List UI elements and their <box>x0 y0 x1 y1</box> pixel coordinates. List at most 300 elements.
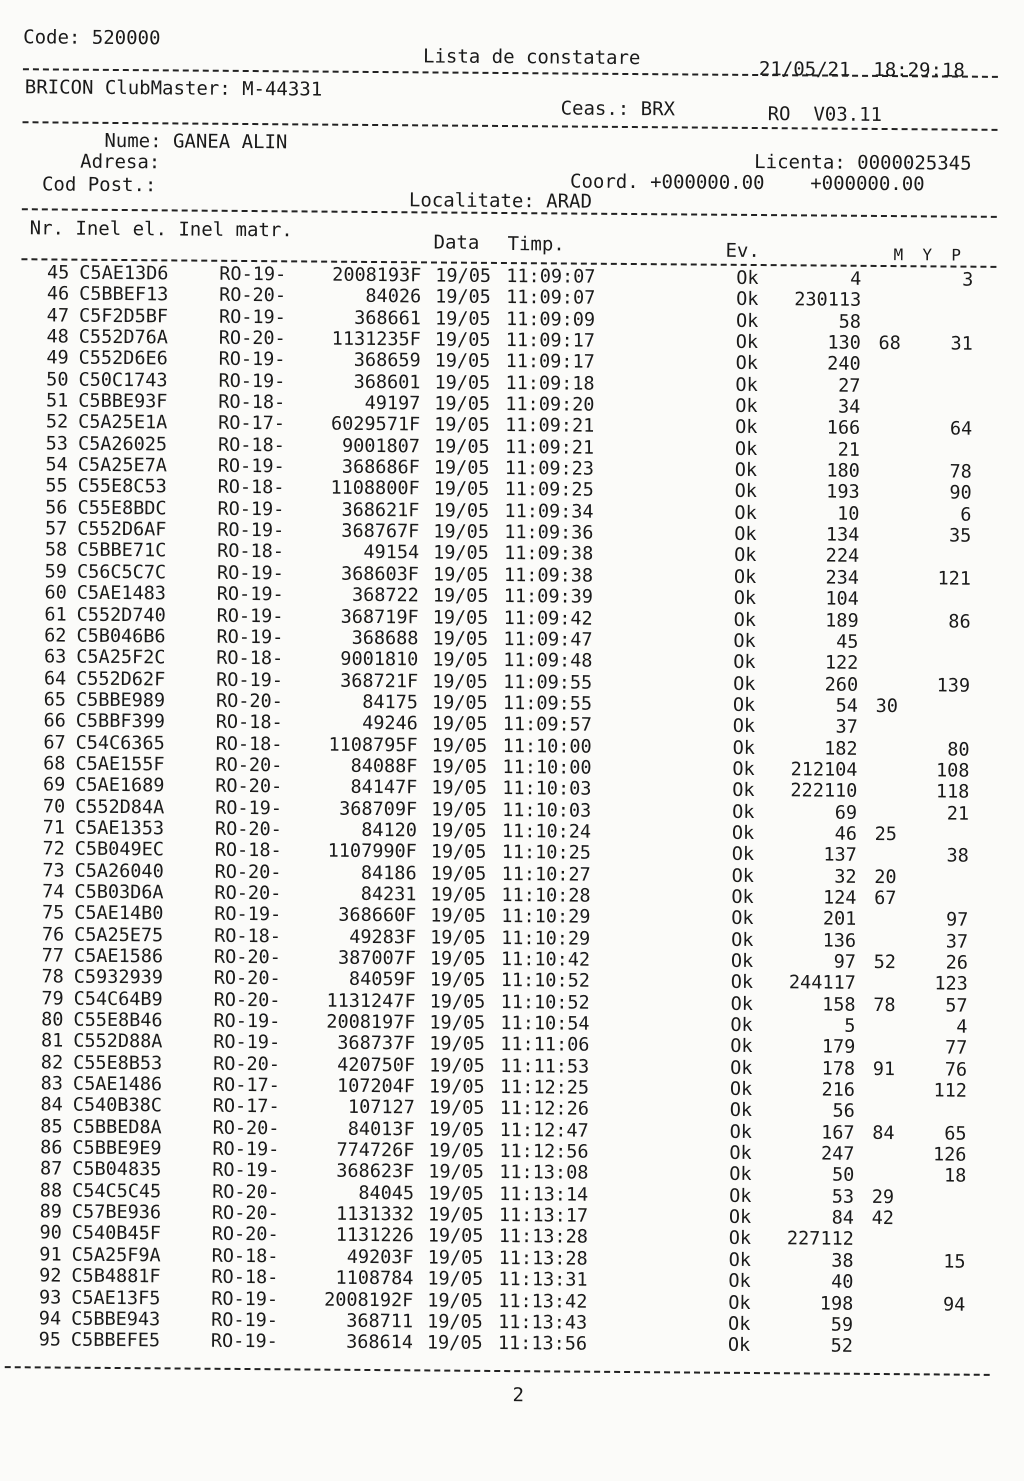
ring-series: RO-20- <box>212 1224 279 1246</box>
ring-series: RO-19- <box>219 349 286 371</box>
arrival-date: 19/05 <box>432 692 488 713</box>
ring-series: RO-20- <box>215 819 282 841</box>
arrival-time: 11:09:21 <box>505 415 594 437</box>
value-p: 21 <box>929 803 969 824</box>
value-p: 123 <box>928 974 968 995</box>
arrival-date: 19/05 <box>431 842 487 863</box>
arrival-time: 11:12:25 <box>500 1077 589 1099</box>
row-number: 55 <box>30 476 68 497</box>
value-m: 166 <box>792 418 860 440</box>
event-status: Ok <box>730 1100 752 1121</box>
ring-number: 420750F <box>297 1054 415 1076</box>
ring-series: RO-17- <box>218 413 285 435</box>
electronic-ring: C5A25E75 <box>74 924 163 946</box>
event-status: Ok <box>731 929 753 950</box>
arrival-time: 11:09:25 <box>505 479 594 501</box>
arrival-time: 11:09:23 <box>505 458 594 480</box>
ring-series: RO-20- <box>215 861 282 883</box>
ring-number: 368601 <box>302 371 420 393</box>
arrival-date: 19/05 <box>435 265 491 286</box>
ring-series: RO-18- <box>216 712 283 734</box>
electronic-ring: C5BBE71C <box>77 540 166 562</box>
electronic-ring: C540B45F <box>72 1223 161 1245</box>
event-status: Ok <box>736 332 758 353</box>
page-number: 2 <box>512 1384 524 1406</box>
row-number: 78 <box>26 967 64 988</box>
arrival-date: 19/05 <box>428 1226 484 1247</box>
arrival-date: 19/05 <box>432 735 488 756</box>
ring-series: RO-20- <box>213 1053 280 1075</box>
value-m: 97 <box>788 951 856 973</box>
row-number: 74 <box>26 881 64 902</box>
arrival-time: 11:13:56 <box>498 1333 587 1355</box>
ring-number: 1131247F <box>298 990 416 1012</box>
event-status: Ok <box>730 1122 752 1143</box>
arrival-time: 11:13:43 <box>498 1312 587 1334</box>
arrival-time: 11:12:56 <box>499 1141 588 1163</box>
ring-number: 2008193F <box>303 264 421 286</box>
ring-series: RO-19- <box>213 1011 280 1033</box>
electronic-ring: C5B03D6A <box>74 882 163 904</box>
event-status: Ok <box>732 865 754 886</box>
arrival-time: 11:10:25 <box>502 842 591 864</box>
value-m: 260 <box>790 674 858 696</box>
ring-number: 84045 <box>296 1182 414 1204</box>
event-status: Ok <box>735 396 757 417</box>
arrival-time: 11:10:52 <box>501 992 590 1014</box>
row-number: 79 <box>26 988 64 1009</box>
ring-number: 1131226 <box>296 1225 414 1247</box>
ring-series: RO-19- <box>211 1288 278 1310</box>
electronic-ring: C5BBED8A <box>73 1116 162 1138</box>
ring-series: RO-18- <box>215 840 282 862</box>
ring-number: 84059F <box>298 969 416 991</box>
arrival-time: 11:09:20 <box>505 394 594 416</box>
arrival-time: 11:09:47 <box>503 629 592 651</box>
value-p: 37 <box>928 931 968 952</box>
value-m: 52 <box>785 1335 853 1357</box>
value-p: 118 <box>929 782 969 803</box>
value-p: 76 <box>927 1059 967 1080</box>
ring-number: 1108784 <box>295 1268 413 1290</box>
event-status: Ok <box>731 951 753 972</box>
ring-number: 368614 <box>295 1332 413 1354</box>
ring-series: RO-19- <box>217 563 284 585</box>
ring-number: 84088F <box>299 755 417 777</box>
electronic-ring: C56C5C7C <box>77 561 166 583</box>
value-m: 244117 <box>788 973 856 995</box>
club-label: BRICON ClubMaster: M-44331 <box>25 76 323 100</box>
arrival-time: 11:10:29 <box>501 906 590 928</box>
ring-number: 368686F <box>302 457 420 479</box>
ring-number: 1108795F <box>300 734 418 756</box>
ring-series: RO-19- <box>212 1160 279 1182</box>
event-status: Ok <box>730 1015 752 1036</box>
value-m: 130 <box>793 332 861 354</box>
arrival-date: 19/05 <box>428 1247 484 1268</box>
row-number: 89 <box>24 1201 62 1222</box>
event-status: Ok <box>730 1079 752 1100</box>
ring-series: RO-19- <box>217 605 284 627</box>
arrival-date: 19/05 <box>432 671 488 692</box>
arrival-date: 19/05 <box>432 650 488 671</box>
arrival-time: 11:09:34 <box>504 501 593 523</box>
arrival-time: 11:09:39 <box>504 586 593 608</box>
arrival-date: 19/05 <box>430 948 486 969</box>
arrival-date: 19/05 <box>429 1034 485 1055</box>
event-status: Ok <box>735 375 757 396</box>
ring-series: RO-19- <box>211 1331 278 1353</box>
row-number: 62 <box>28 625 66 646</box>
arrival-date: 19/05 <box>431 863 487 884</box>
ring-series: RO-20- <box>212 1182 279 1204</box>
value-p: 94 <box>925 1294 965 1315</box>
ring-number: 2008197F <box>297 1011 415 1033</box>
ring-series: RO-18- <box>214 925 281 947</box>
ring-number: 49154 <box>301 542 419 564</box>
electronic-ring: C552D88A <box>73 1031 162 1053</box>
ring-number: 368767F <box>301 521 419 543</box>
arrival-time: 11:10:03 <box>502 800 591 822</box>
ring-number: 368722 <box>301 585 419 607</box>
ring-series: RO-17- <box>213 1096 280 1118</box>
arrival-date: 19/05 <box>433 500 489 521</box>
event-status: Ok <box>729 1143 751 1164</box>
arrival-date: 19/05 <box>430 991 486 1012</box>
electronic-ring: C5BBF399 <box>76 711 165 733</box>
event-status: Ok <box>729 1228 751 1249</box>
row-number: 73 <box>27 860 65 881</box>
event-status: Ok <box>735 481 757 502</box>
row-number: 46 <box>31 284 69 305</box>
value-y: 42 <box>864 1208 894 1229</box>
value-m: 178 <box>787 1058 855 1080</box>
arrival-time: 11:11:53 <box>500 1056 589 1078</box>
arrival-time: 11:09:57 <box>503 714 592 736</box>
arrival-time: 11:12:26 <box>500 1098 589 1120</box>
value-y: 91 <box>865 1059 895 1080</box>
ring-number: 6029571F <box>302 414 420 436</box>
event-status: Ok <box>735 417 757 438</box>
event-status: Ok <box>734 588 756 609</box>
value-y: 52 <box>866 952 896 973</box>
ring-series: RO-20- <box>214 883 281 905</box>
electronic-ring: C5AE155F <box>75 754 164 776</box>
value-p: 86 <box>931 611 971 632</box>
ring-series: RO-20- <box>219 285 286 307</box>
ring-series: RO-19- <box>213 1032 280 1054</box>
ring-series: RO-20- <box>214 989 281 1011</box>
electronic-ring: C55E8B46 <box>73 1010 162 1032</box>
value-m: 230113 <box>793 290 861 312</box>
row-number: 77 <box>26 945 64 966</box>
electronic-ring: C5BBE943 <box>71 1308 160 1330</box>
electronic-ring: C54C64B9 <box>74 988 163 1010</box>
electronic-ring: C5BBE93F <box>78 391 167 413</box>
row-number: 50 <box>30 369 68 390</box>
ring-number: 84186 <box>299 862 417 884</box>
ring-series: RO-20- <box>214 968 281 990</box>
value-m: 5 <box>787 1015 855 1037</box>
value-p: 108 <box>929 760 969 781</box>
value-m: 193 <box>792 482 860 504</box>
value-m: 234 <box>791 567 859 589</box>
value-p: 26 <box>928 952 968 973</box>
value-y: 29 <box>864 1187 894 1208</box>
ring-number: 107127 <box>297 1097 415 1119</box>
ring-series: RO-19- <box>217 520 284 542</box>
arrival-date: 19/05 <box>431 778 487 799</box>
electronic-ring: C5A26025 <box>78 433 167 455</box>
arrival-time: 11:13:14 <box>499 1184 588 1206</box>
event-status: Ok <box>732 780 754 801</box>
ring-series: RO-19- <box>214 904 281 926</box>
ring-number: 368661 <box>303 307 421 329</box>
arrival-date: 19/05 <box>434 394 490 415</box>
row-number: 90 <box>24 1223 62 1244</box>
row-number: 93 <box>23 1287 61 1308</box>
ring-series: RO-18- <box>216 733 283 755</box>
arrival-time: 11:12:47 <box>500 1120 589 1142</box>
value-m: 201 <box>788 909 856 931</box>
document-title: Lista de constatare <box>423 45 641 69</box>
version-label: RO V03.11 <box>768 103 883 126</box>
row-number: 85 <box>25 1116 63 1137</box>
arrival-date: 19/05 <box>434 415 490 436</box>
electronic-ring: C5B4881F <box>71 1266 160 1288</box>
arrival-time: 11:10:29 <box>501 928 590 950</box>
value-m: 227112 <box>786 1229 854 1251</box>
electronic-ring: C5AE1689 <box>75 775 164 797</box>
ring-number: 368721F <box>300 670 418 692</box>
ring-series: RO-18- <box>216 648 283 670</box>
arrival-time: 11:13:42 <box>498 1291 587 1313</box>
ring-number: 368660F <box>298 905 416 927</box>
electronic-ring: C5A25E7A <box>78 455 167 477</box>
row-number: 51 <box>30 390 68 411</box>
value-m: 21 <box>792 439 860 461</box>
arrival-time: 11:10:24 <box>502 821 591 843</box>
event-status: Ok <box>734 609 756 630</box>
row-number: 59 <box>29 561 67 582</box>
arrival-date: 19/05 <box>435 330 491 351</box>
value-m: 38 <box>786 1250 854 1272</box>
arrival-time: 11:09:07 <box>506 266 595 288</box>
event-status: Ok <box>732 823 754 844</box>
electronic-ring: C552D6E6 <box>79 348 168 370</box>
arrival-time: 11:10:00 <box>502 757 591 779</box>
arrival-date: 19/05 <box>435 351 491 372</box>
arrival-date: 19/05 <box>435 287 491 308</box>
ring-number: 368659 <box>303 350 421 372</box>
arrival-date: 19/05 <box>429 1098 485 1119</box>
ring-series: RO-19- <box>216 669 283 691</box>
row-number: 61 <box>29 604 67 625</box>
row-number: 67 <box>28 732 66 753</box>
value-m: 54 <box>790 695 858 717</box>
arrival-date: 19/05 <box>433 564 489 585</box>
arrival-date: 19/05 <box>428 1162 484 1183</box>
value-p: 65 <box>927 1123 967 1144</box>
column-header-date: Data <box>434 231 480 253</box>
value-m: 136 <box>788 930 856 952</box>
arrival-date: 19/05 <box>435 308 491 329</box>
arrival-date: 19/05 <box>434 479 490 500</box>
value-p: 80 <box>930 739 970 760</box>
ring-number: 9001810 <box>300 649 418 671</box>
arrival-time: 11:13:28 <box>499 1248 588 1270</box>
value-m: 34 <box>792 396 860 418</box>
arrival-time: 11:10:00 <box>503 736 592 758</box>
value-m: 134 <box>791 524 859 546</box>
ring-series: RO-20- <box>213 1118 280 1140</box>
row-number: 53 <box>30 433 68 454</box>
value-p: 15 <box>926 1251 966 1272</box>
arrival-date: 19/05 <box>431 756 487 777</box>
ring-number: 49203F <box>296 1246 414 1268</box>
arrival-date: 19/05 <box>429 1077 485 1098</box>
results-table <box>0 262 1024 1359</box>
ring-series: RO-20- <box>215 776 282 798</box>
ring-series: RO-20- <box>219 328 286 350</box>
row-number: 69 <box>27 775 65 796</box>
column-header-myp: M Y P <box>893 244 961 267</box>
arrival-date: 19/05 <box>427 1333 483 1354</box>
event-status: Ok <box>733 716 755 737</box>
value-m: 224 <box>791 546 859 568</box>
value-y: 67 <box>866 888 896 909</box>
event-status: Ok <box>736 311 758 332</box>
value-m: 240 <box>793 354 861 376</box>
electronic-ring: C55E8B53 <box>73 1052 162 1074</box>
value-m: 137 <box>789 845 857 867</box>
value-y: 78 <box>866 995 896 1016</box>
arrival-time: 11:10:28 <box>501 885 590 907</box>
ring-series: RO-18- <box>217 541 284 563</box>
event-status: Ok <box>735 439 757 460</box>
event-status: Ok <box>733 673 755 694</box>
ring-series: RO-19- <box>217 584 284 606</box>
arrival-time: 11:13:28 <box>499 1226 588 1248</box>
ring-number: 368737F <box>297 1033 415 1055</box>
electronic-ring: C5BBEF13 <box>79 284 168 306</box>
value-m: 179 <box>787 1037 855 1059</box>
value-y: 68 <box>871 333 901 354</box>
event-status: Ok <box>729 1164 751 1185</box>
arrival-time: 11:10:27 <box>502 864 591 886</box>
arrival-time: 11:09:18 <box>505 373 594 395</box>
ring-number: 368621F <box>301 499 419 521</box>
ring-number: 368709F <box>299 798 417 820</box>
electronic-ring: C54C5C45 <box>72 1180 161 1202</box>
arrival-time: 11:13:31 <box>498 1269 587 1291</box>
arrival-time: 11:09:07 <box>506 287 595 309</box>
ring-number: 49283F <box>298 926 416 948</box>
value-m: 53 <box>786 1186 854 1208</box>
arrival-time: 11:10:42 <box>501 949 590 971</box>
electronic-ring: C5AE1586 <box>74 946 163 968</box>
value-p: 112 <box>927 1080 967 1101</box>
row-number: 72 <box>27 839 65 860</box>
electronic-ring: C5A25F2C <box>76 647 165 669</box>
row-number: 70 <box>27 796 65 817</box>
ring-series: RO-19- <box>217 499 284 521</box>
ring-series: RO-18- <box>211 1267 278 1289</box>
ring-number: 84120 <box>299 819 417 841</box>
row-number: 92 <box>23 1265 61 1286</box>
arrival-time: 11:09:09 <box>506 309 595 331</box>
electronic-ring: C5B049EC <box>75 839 164 861</box>
arrival-time: 11:09:36 <box>504 522 593 544</box>
value-m: 216 <box>787 1079 855 1101</box>
row-number: 63 <box>28 646 66 667</box>
row-number: 48 <box>31 326 69 347</box>
arrival-date: 19/05 <box>429 1119 485 1140</box>
ring-number: 1108800F <box>302 478 420 500</box>
value-m: 45 <box>790 631 858 653</box>
value-p: 6 <box>931 504 971 525</box>
value-y: 20 <box>867 867 897 888</box>
coordinates-label: Coord. +000000.00 +000000.00 <box>570 171 925 196</box>
row-number: 87 <box>24 1159 62 1180</box>
event-status: Ok <box>731 887 753 908</box>
value-m: 4 <box>793 268 861 290</box>
electronic-ring: C54C6365 <box>76 732 165 754</box>
row-number: 82 <box>25 1052 63 1073</box>
ring-number: 1131235F <box>303 328 421 350</box>
value-m: 84 <box>786 1207 854 1229</box>
arrival-time: 11:09:38 <box>504 543 593 565</box>
electronic-ring: C5AE1483 <box>77 583 166 605</box>
event-status: Ok <box>731 994 753 1015</box>
ring-number: 1131332 <box>296 1204 414 1226</box>
row-number: 88 <box>24 1180 62 1201</box>
row-number: 58 <box>29 540 67 561</box>
row-number: 75 <box>26 903 64 924</box>
row-number: 76 <box>26 924 64 945</box>
ring-number: 9001807 <box>302 435 420 457</box>
row-number: 80 <box>25 1009 63 1030</box>
ring-series: RO-18- <box>218 392 285 414</box>
locality-label: Localitate: ARAD <box>409 189 592 212</box>
value-p: 139 <box>930 675 970 696</box>
column-header-rings: Nr. Inel el. Inel matr. <box>30 217 293 241</box>
event-status: Ok <box>735 460 757 481</box>
ring-series: RO-20- <box>214 947 281 969</box>
arrival-time: 11:09:48 <box>503 650 592 672</box>
arrival-time: 11:13:08 <box>499 1162 588 1184</box>
value-m: 56 <box>787 1101 855 1123</box>
electronic-ring: C5AE14B0 <box>74 903 163 925</box>
electronic-ring: C5A25E1A <box>78 412 167 434</box>
ring-series: RO-18- <box>212 1246 279 1268</box>
electronic-ring: C5BBEFE5 <box>71 1330 160 1352</box>
arrival-date: 19/05 <box>427 1290 483 1311</box>
ring-number: 84231 <box>298 883 416 905</box>
ring-number: 107204F <box>297 1075 415 1097</box>
ring-number: 84175 <box>300 691 418 713</box>
row-number: 45 <box>31 262 69 283</box>
ring-number: 368688 <box>300 627 418 649</box>
value-p: 4 <box>927 1016 967 1037</box>
ring-series: RO-19- <box>215 797 282 819</box>
value-m: 27 <box>792 375 860 397</box>
clock-label: Ceas.: BRX <box>561 97 676 120</box>
value-m: 104 <box>791 588 859 610</box>
arrival-date: 19/05 <box>433 586 489 607</box>
row-number: 47 <box>31 305 69 326</box>
electronic-ring: C552D84A <box>75 796 164 818</box>
